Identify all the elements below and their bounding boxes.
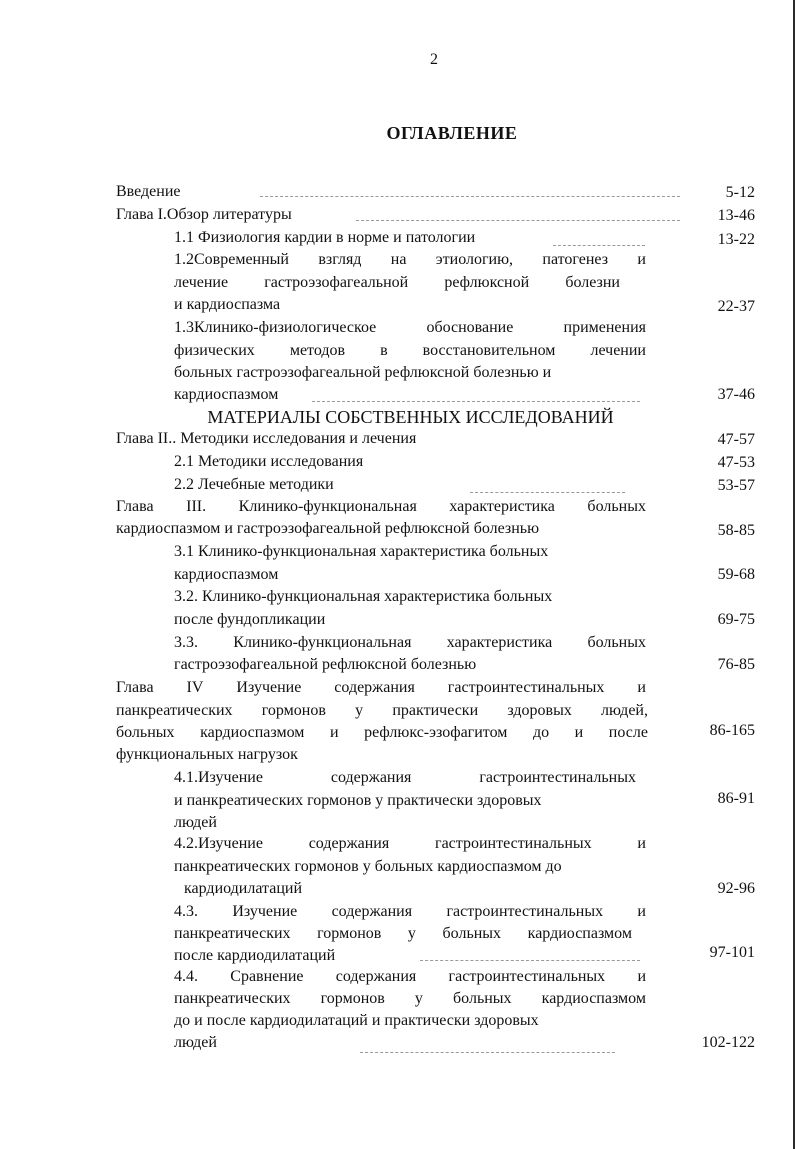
toc-entry-line: функциональных нагрузок xyxy=(116,746,298,763)
toc-entry-line: 4.4. Сравнение содержания гастроинтестинальных и xyxy=(174,968,646,985)
toc-page-range: 47-57 xyxy=(717,431,755,448)
toc-entry-line: Глава I.Обзор литературы xyxy=(116,206,292,223)
toc-page-range: 22-37 xyxy=(717,298,755,315)
toc-page-range: 13-46 xyxy=(717,207,755,224)
toc-page-range: 76-85 xyxy=(717,656,755,673)
toc-entry-line: Глава II.. Методики исследования и лечения xyxy=(116,430,417,447)
toc-page-range: 102-122 xyxy=(701,1034,755,1051)
toc-entry-line: панкреатических гормонов у больных кардиоспазмом xyxy=(174,925,632,942)
toc-entry-line: 1.1 Физиология кардии в норме и патологии xyxy=(174,229,476,246)
toc-entry-line: до и после кардиодилатаций и практически здоровых xyxy=(174,1012,539,1029)
toc-entry-line: Глава III. Клинико-функциональная характеристика больных xyxy=(116,498,646,515)
toc-entry-line: больных гастроэзофагеальной рефлюксной болезнью и xyxy=(174,364,552,381)
leader-dots xyxy=(360,1052,615,1053)
toc-entry-line: людей xyxy=(174,1034,217,1051)
toc-entry-line: гастроэзофагеальной рефлюксной болезнью xyxy=(174,656,477,673)
toc-entry-line: 4.1.Изучение содержания гастроинтестинальных xyxy=(174,769,636,786)
toc-page-range: 53-57 xyxy=(717,477,755,494)
toc-page-range: 58-85 xyxy=(717,522,755,539)
toc-page-range: 97-101 xyxy=(709,944,755,961)
toc-entry-line: больных кардиоспазмом и рефлюкс-эзофагитом до и после xyxy=(116,724,648,741)
toc-page-range: 59-68 xyxy=(717,566,755,583)
toc-entry-line: Глава IV Изучение содержания гастроинтестинальных и xyxy=(116,679,646,696)
toc-entry-line: физических методов в восстановительном лечении xyxy=(174,342,646,359)
toc-entry-line: и панкреатических гормонов у практически здоровых xyxy=(174,792,542,809)
page-number: 2 xyxy=(430,51,438,68)
toc-entry-line: Введение xyxy=(116,183,181,200)
leader-dots xyxy=(312,401,640,402)
toc-page-range: 92-96 xyxy=(717,880,755,897)
toc-entry-line: 3.2. Клинико-функциональная характеристика больных xyxy=(174,588,553,605)
toc-entry-line: 1.3Клинико-физиологическое обоснование применения xyxy=(174,319,646,336)
toc-entry-line: лечение гастроэзофагеальной рефлюксной болезни xyxy=(174,274,620,291)
leader-dots xyxy=(470,492,625,493)
toc-page-range: 86-91 xyxy=(717,790,755,807)
toc-page-range: 47-53 xyxy=(717,454,755,471)
toc-entry-line: и кардиоспазма xyxy=(174,296,281,313)
toc-entry-line: 4.3. Изучение содержания гастроинтестинальных и xyxy=(174,903,646,920)
toc-heading: ОГЛАВЛЕНИЕ xyxy=(386,123,518,143)
toc-entry-line: кардиоспазмом xyxy=(174,386,279,403)
toc-entry-line: после фундопликации xyxy=(174,611,326,628)
leader-dots xyxy=(553,245,645,246)
toc-entry-line: 3.1 Клинико-функциональная характеристика больных xyxy=(174,543,549,560)
leader-dots xyxy=(260,196,680,197)
toc-entry-line: 2.1 Методики исследования xyxy=(174,453,364,470)
toc-entry-line: кардиоспазмом xyxy=(174,566,279,583)
toc-entry-line: панкреатических гормонов у больных кардиоспазмом xyxy=(174,990,646,1007)
toc-entry-line: 4.2.Изучение содержания гастроинтестинальных и xyxy=(174,835,646,852)
leader-dots xyxy=(356,220,680,221)
toc-entry-line: кардиоспазмом и гастроэзофагеальной рефлюксной болезнью xyxy=(116,520,540,537)
toc-entry-line: кардиодилатаций xyxy=(184,880,303,897)
leader-dots xyxy=(420,960,640,961)
toc-entry-line: 2.2 Лечебные методики xyxy=(174,476,334,493)
toc-entry-line: людей xyxy=(174,814,217,831)
toc-entry-line: панкреатических гормонов у больных кардиоспазмом до xyxy=(174,858,562,875)
toc-entry-line: 1.2Современный взгляд на этиологию, патогенез и xyxy=(174,251,646,268)
toc-page-range: 86-165 xyxy=(709,722,755,739)
section-title: МАТЕРИАЛЫ СОБСТВЕННЫХ ИССЛЕДОВАНИЙ xyxy=(207,407,614,427)
toc-entry-line: после кардиодилатаций xyxy=(174,947,336,964)
toc-entry-line: панкреатических гормонов у практически здоровых людей, xyxy=(116,702,648,719)
toc-page-range: 69-75 xyxy=(717,611,755,628)
toc-page-range: 37-46 xyxy=(717,386,755,403)
toc-entry-line: 3.3. Клинико-функциональная характеристика больных xyxy=(174,634,646,651)
toc-page-range: 13-22 xyxy=(717,231,755,248)
toc-page-range: 5-12 xyxy=(725,184,755,201)
